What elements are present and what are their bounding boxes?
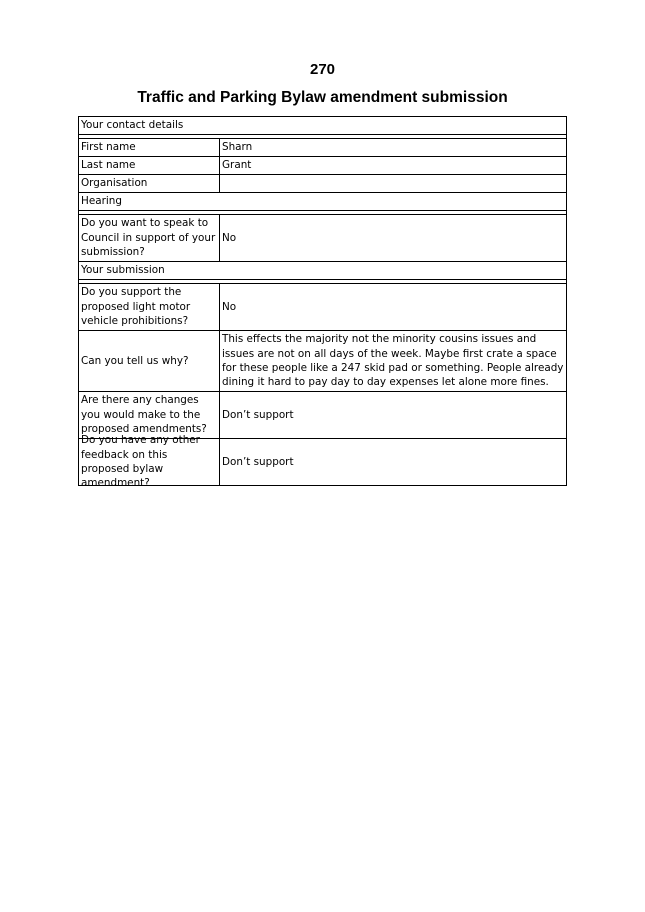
field-label: Last name [79, 157, 220, 174]
page-number: 270 [309, 61, 336, 78]
field-label: Are there any changes you would make to the proposed amendments? [79, 392, 220, 438]
field-label: Do you support the proposed light motor vehicle prohibitions? [79, 284, 220, 330]
field-row-speak-to-council [78, 214, 567, 262]
field-value: Don’t support [222, 455, 294, 468]
field-value [220, 175, 566, 192]
field-label: Do you want to speak to Council in support of your submission? [79, 215, 220, 261]
section-heading: Your contact details [81, 119, 184, 132]
field-value: Don’t support [222, 408, 294, 421]
page-title: Traffic and Parking Bylaw amendment submission [137, 89, 508, 106]
field-label: Do you have any other feedback on this proposed bylaw amendment? [79, 439, 220, 485]
section-heading: Hearing [81, 195, 122, 208]
section-hearing [78, 192, 567, 211]
field-row-tell-us-why [78, 330, 567, 392]
field-label: First name [79, 139, 220, 156]
field-value: No [222, 231, 237, 244]
field-label: Organisation [79, 175, 220, 192]
field-row-other-feedback [78, 434, 567, 490]
field-value: Grant [222, 159, 252, 172]
section-contact-details [78, 116, 567, 135]
field-label: Can you tell us why? [79, 331, 220, 391]
field-row-support-prohibitions [78, 283, 567, 331]
field-row-last-name [78, 156, 567, 175]
field-value: This effects the majority not the minority cousins issues and issues are not on all days of the week. Maybe first crate a space for these people like a 247 skid pad or something. People already dining it hard to pay day to day expenses let alone more fines. [222, 333, 564, 389]
section-heading: Your submission [81, 264, 165, 277]
field-value: Sharn [222, 141, 253, 154]
field-value: No [222, 300, 237, 313]
field-row-changes [78, 391, 567, 439]
section-your-submission [78, 261, 567, 280]
field-row-organisation [78, 174, 567, 193]
submission-form [78, 116, 567, 490]
field-row-first-name [78, 138, 567, 157]
